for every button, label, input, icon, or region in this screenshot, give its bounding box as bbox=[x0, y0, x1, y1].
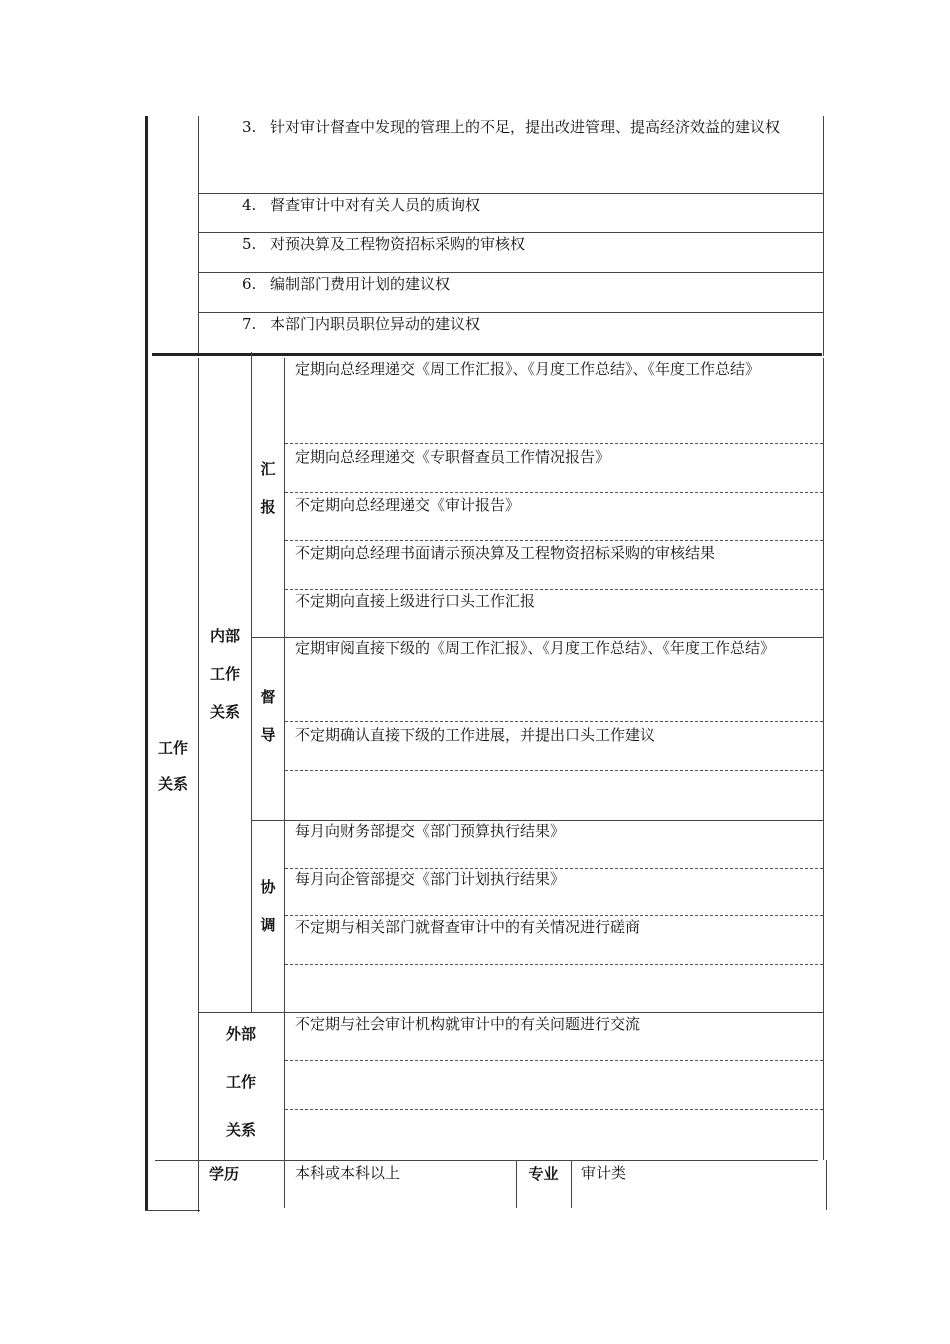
coordinate-item-3: 不定期与相关部门就督查审计中的有关情况进行磋商 bbox=[295, 918, 641, 936]
rights-item-text: 督查审计中对有关人员的质询权 bbox=[270, 196, 481, 214]
external-relations-label bbox=[212, 1010, 270, 1154]
report-label bbox=[252, 450, 284, 526]
qual-col-divider bbox=[198, 1160, 199, 1212]
rights-item-text: 编制部门费用计划的建议权 bbox=[270, 275, 451, 293]
rights-item-5 bbox=[242, 225, 525, 264]
major-value: 审计类 bbox=[581, 1164, 627, 1182]
work-relations-label bbox=[148, 730, 198, 802]
report-item-2: 定期向总经理递交《专职督查员工作情况报告》 bbox=[295, 448, 611, 466]
qualification-row-top bbox=[155, 1160, 818, 1161]
report-text: 汇报 bbox=[260, 460, 276, 516]
education-value: 本科或本科以上 bbox=[295, 1164, 401, 1182]
table-right-border-top bbox=[823, 116, 824, 356]
internal-relations-text: 内部工作关系 bbox=[209, 627, 240, 721]
external-relations-text: 外部工作关系 bbox=[225, 1025, 256, 1139]
coordinate-item-1: 每月向财务部提交《部门预算执行结果》 bbox=[295, 822, 566, 840]
rights-item-6 bbox=[242, 265, 450, 304]
rights-item-number: 3. bbox=[242, 118, 257, 136]
report-item-1: 定期向总经理递交《周工作汇报》、《月度工作总结》、《年度工作总结》 bbox=[295, 360, 761, 378]
supervise-item-1: 定期审阅直接下级的《周工作汇报》、《月度工作总结》、《年度工作总结》 bbox=[295, 639, 776, 657]
dashed-row-divider bbox=[285, 1109, 823, 1110]
label-col-divider-top bbox=[198, 116, 199, 356]
rights-item-3 bbox=[242, 108, 822, 147]
rights-item-text: 针对审计督查中发现的管理上的不足，提出改进管理、提高经济效益的建议权 bbox=[270, 118, 781, 136]
work-relations-col-divider bbox=[198, 358, 199, 1160]
rights-item-7 bbox=[242, 305, 480, 344]
coordinate-item-2: 每月向企管部提交《部门计划执行结果》 bbox=[295, 870, 566, 888]
table-left-border bbox=[145, 116, 148, 1211]
qual-col-divider bbox=[571, 1160, 572, 1208]
table-bottom-left bbox=[145, 1210, 200, 1211]
rights-item-text: 对预决算及工程物资招标采购的审核权 bbox=[270, 235, 526, 253]
work-relations-text: 工作关系 bbox=[157, 739, 188, 793]
report-item-3: 不定期向总经理递交《审计报告》 bbox=[295, 496, 521, 514]
coordinate-text: 协调 bbox=[260, 878, 276, 934]
category-col-divider bbox=[284, 358, 285, 1208]
supervise-item-2: 不定期确认直接下级的工作进展，并提出口头工作建议 bbox=[295, 726, 656, 744]
rights-item-number: 7. bbox=[242, 315, 257, 333]
supervise-label bbox=[252, 678, 284, 754]
dashed-row-divider bbox=[285, 964, 823, 965]
table-right-border-bottom bbox=[826, 1160, 827, 1210]
dashed-row-divider bbox=[285, 770, 823, 771]
rights-item-text: 本部门内职员职位异动的建议权 bbox=[270, 315, 481, 333]
internal-relations-label bbox=[199, 617, 251, 731]
rights-item-number: 5. bbox=[242, 235, 257, 253]
education-label: 学历 bbox=[208, 1165, 239, 1183]
rights-item-number: 6. bbox=[242, 275, 257, 293]
table-right-border-mid bbox=[823, 358, 824, 1160]
rights-item-4 bbox=[242, 186, 480, 225]
report-item-4: 不定期向总经理书面请示预决算及工程物资招标采购的审核结果 bbox=[295, 544, 716, 562]
dashed-row-divider bbox=[285, 1060, 823, 1061]
supervise-text: 督导 bbox=[260, 688, 276, 744]
major-label: 专业 bbox=[528, 1165, 559, 1183]
rights-item-number: 4. bbox=[242, 196, 257, 214]
coordinate-label bbox=[252, 868, 284, 944]
report-item-5: 不定期向直接上级进行口头工作汇报 bbox=[295, 592, 536, 610]
external-item-1: 不定期与社会审计机构就审计中的有关问题进行交流 bbox=[295, 1015, 641, 1033]
